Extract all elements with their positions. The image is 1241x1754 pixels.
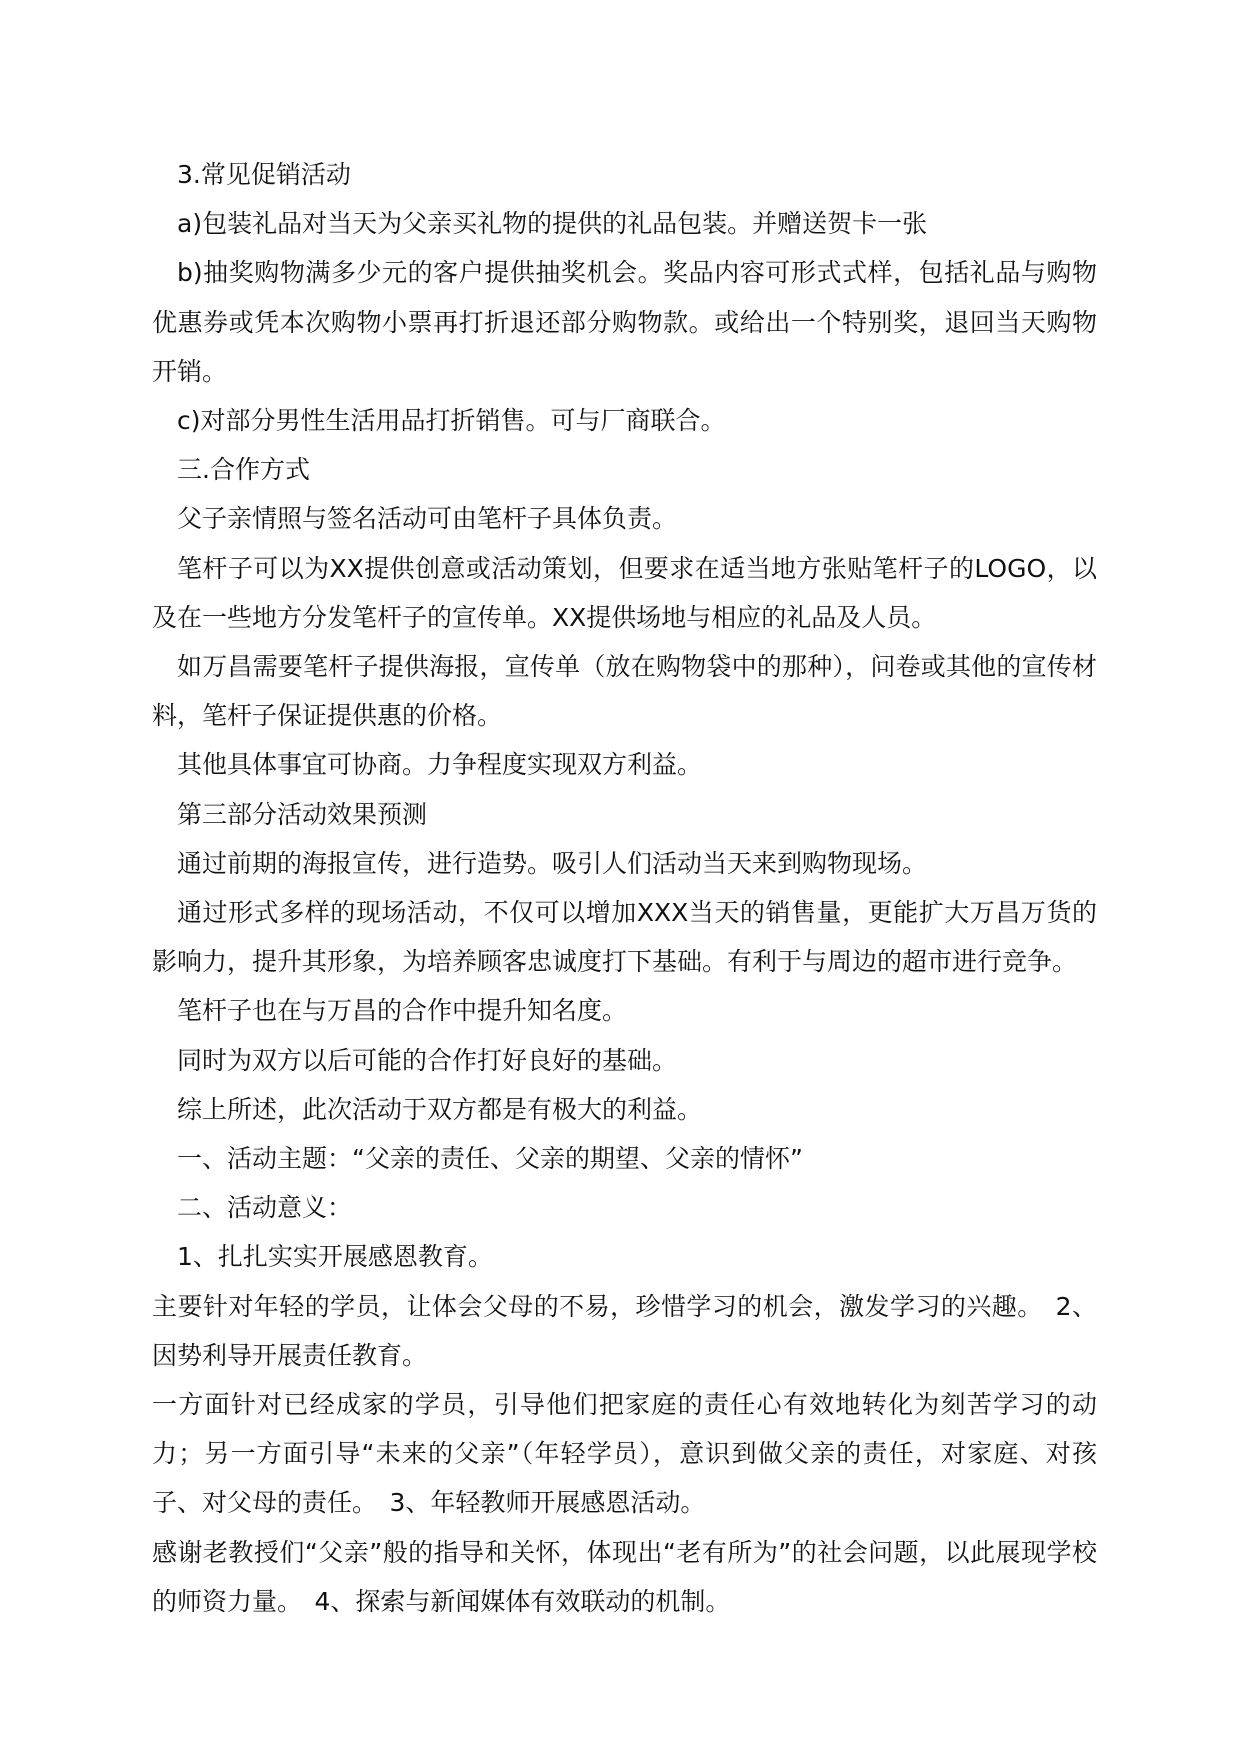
item-gratitude-education: 1、扎扎实实开展感恩教育。 [177,1242,493,1272]
heading-activity-significance: 二、活动意义： [177,1193,353,1223]
paragraph-poster-campaign: 通过前期的海报宣传，进行造势。吸引人们活动当天来到购物现场。 [177,848,928,878]
paragraph-negotiation: 其他具体事宜可协商。力争程度实现双方利益。 [177,750,703,780]
heading-activity-theme: 一、活动主题：“父亲的责任、父亲的期望、父亲的情怀” [177,1144,803,1174]
paragraph-onsite-activities: 通过形式多样的现场活动，不仅可以增加XXX当天的销售量，更能扩大万昌万货的影响力，提升其形象，为培养顾客忠诚度打下基础。有利于与周边的超市进行竞争。 [152,898,1097,977]
paragraph-brand-awareness: 笔杆子也在与万昌的合作中提升知名度。 [177,996,628,1026]
section-heading-promotions: 3.常见促销活动 [177,160,351,189]
paragraph-future-cooperation: 同时为双方以后可能的合作打好良好的基础。 [177,1045,678,1075]
paragraph-young-students: 主要针对年轻的学员，让体会父母的不易，珍惜学习的机会，激发学习的兴趣。 2、因势利导开展责任教育。 [152,1291,1097,1370]
section-heading-effect-forecast: 第三部分活动效果预测 [177,799,428,829]
paragraph-materials: 如万昌需要笔杆子提供海报，宣传单（放在购物袋中的那种），问卷或其他的宣传材料，笔杆子保证提供惠的价格。 [152,652,1097,731]
paragraph-planning: 笔杆子可以为XX提供创意或活动策划，但要求在适当地方张贴笔杆子的LOGO，以及在一些地方分发笔杆子的宣传单。XX提供场地与相应的礼品及人员。 [152,553,1097,632]
section-heading-cooperation: 三.合作方式 [177,455,310,485]
paragraph-thank-professors: 感谢老教授们“父亲”般的指导和关怀，体现出“老有所为”的社会问题，以此展现学校的师资力量。 4、探索与新闻媒体有效联动的机制。 [152,1537,1097,1616]
paragraph-summary: 综上所述，此次活动于双方都是有极大的利益。 [177,1094,703,1124]
document-body [152,150,1097,1626]
paragraph-lottery: b)抽奖购物满多少元的客户提供抽奖机会。奖品内容可形式式样，包括礼品与购物优惠券或凭本次购物小票再打折退还部分购物款。或给出一个特别奖，退回当天购物开销。 [152,258,1097,386]
paragraph-married-students: 一方面针对已经成家的学员，引导他们把家庭的责任心有效地转化为刻苦学习的动力；另一方面引导“未来的父亲”（年轻学员），意识到做父亲的责任，对家庭、对孩子、对父母的责任。 3、年轻教师开展感恩活动。 [152,1390,1097,1518]
paragraph-discount-sale: c)对部分男性生活用品打折销售。可与厂商联合。 [177,406,726,436]
paragraph-gift-wrapping: a)包装礼品对当天为父亲买礼物的提供的礼品包装。并赠送贺卡一张 [177,209,928,239]
paragraph-photo-activity: 父子亲情照与签名活动可由笔杆子具体负责。 [177,504,678,534]
